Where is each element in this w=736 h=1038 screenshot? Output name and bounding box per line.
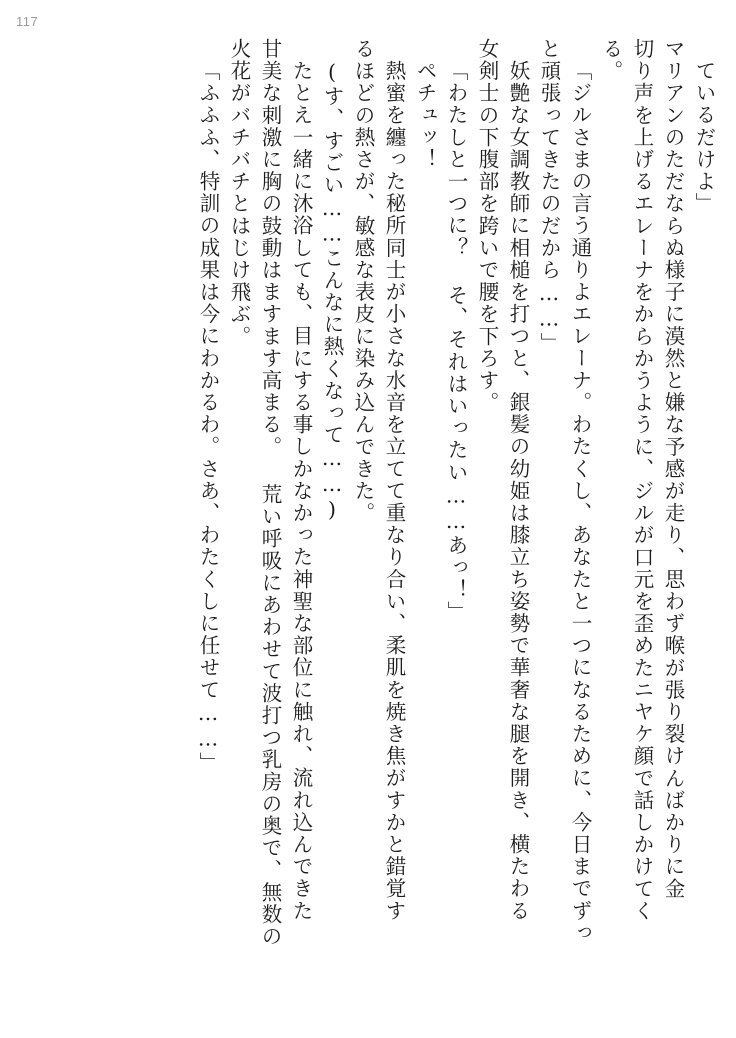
text-column: 「わたしと一つに？ そ、それはいったい……あっ！」 xyxy=(444,60,468,623)
text-column: 火花がバチバチとはじけ飛ぶ。 xyxy=(227,38,251,348)
text-column: 「ジルさまの言う通りよエレーナ。わたくし、あなたと一つになるために、今日までずっ xyxy=(568,60,592,944)
text-column: 妖艶な女調教師に相槌を打つと、銀髪の幼姫は膝立ち姿勢で華奢な腿を開き、横たわる xyxy=(506,60,530,922)
text-column: ペチュッ！ xyxy=(413,60,437,171)
vertical-text-body xyxy=(40,38,714,1012)
text-column: 甘美な刺激に胸の鼓動はますます高まる。 荒い呼吸にあわせて波打つ乳房の奥で、無数の xyxy=(258,38,282,948)
text-column: たとえ一緒に沐浴しても、目にする事しかなかった神聖な部位に触れ、流れ込んできた xyxy=(289,60,313,922)
text-column: マリアンのただならぬ様子に漠然と嫌な予感が走り、思わず喉が張り裂けんばかりに金 xyxy=(661,38,685,900)
text-column: と頑張ってきたのだから……」 xyxy=(537,38,561,355)
text-column: (す、すごい……こんなに熱くなって……) xyxy=(320,60,344,523)
text-column: 切り声を上げるエレーナをからかうように、ジルが口元を歪めたニヤケ顔で話しかけてく xyxy=(630,38,654,922)
page-number: 117 xyxy=(16,14,39,29)
text-column: るほどの熱さが、敏感な表皮に染み込んできた。 xyxy=(351,38,375,525)
text-column: ているだけよ」 xyxy=(692,60,716,215)
text-column: 女剣士の下腹部を跨いで腰を下ろす。 xyxy=(475,38,499,414)
text-column: 熱蜜を纏った秘所同士が小さな水音を立てて重なり合い、柔肌を焼き焦がすかと錯覚す xyxy=(382,60,406,922)
text-column: る。 xyxy=(599,38,623,83)
text-column: 「ふふふ、特訓の成果は今にわかるわ。さあ、わたくしに任せて……」 xyxy=(196,60,220,775)
